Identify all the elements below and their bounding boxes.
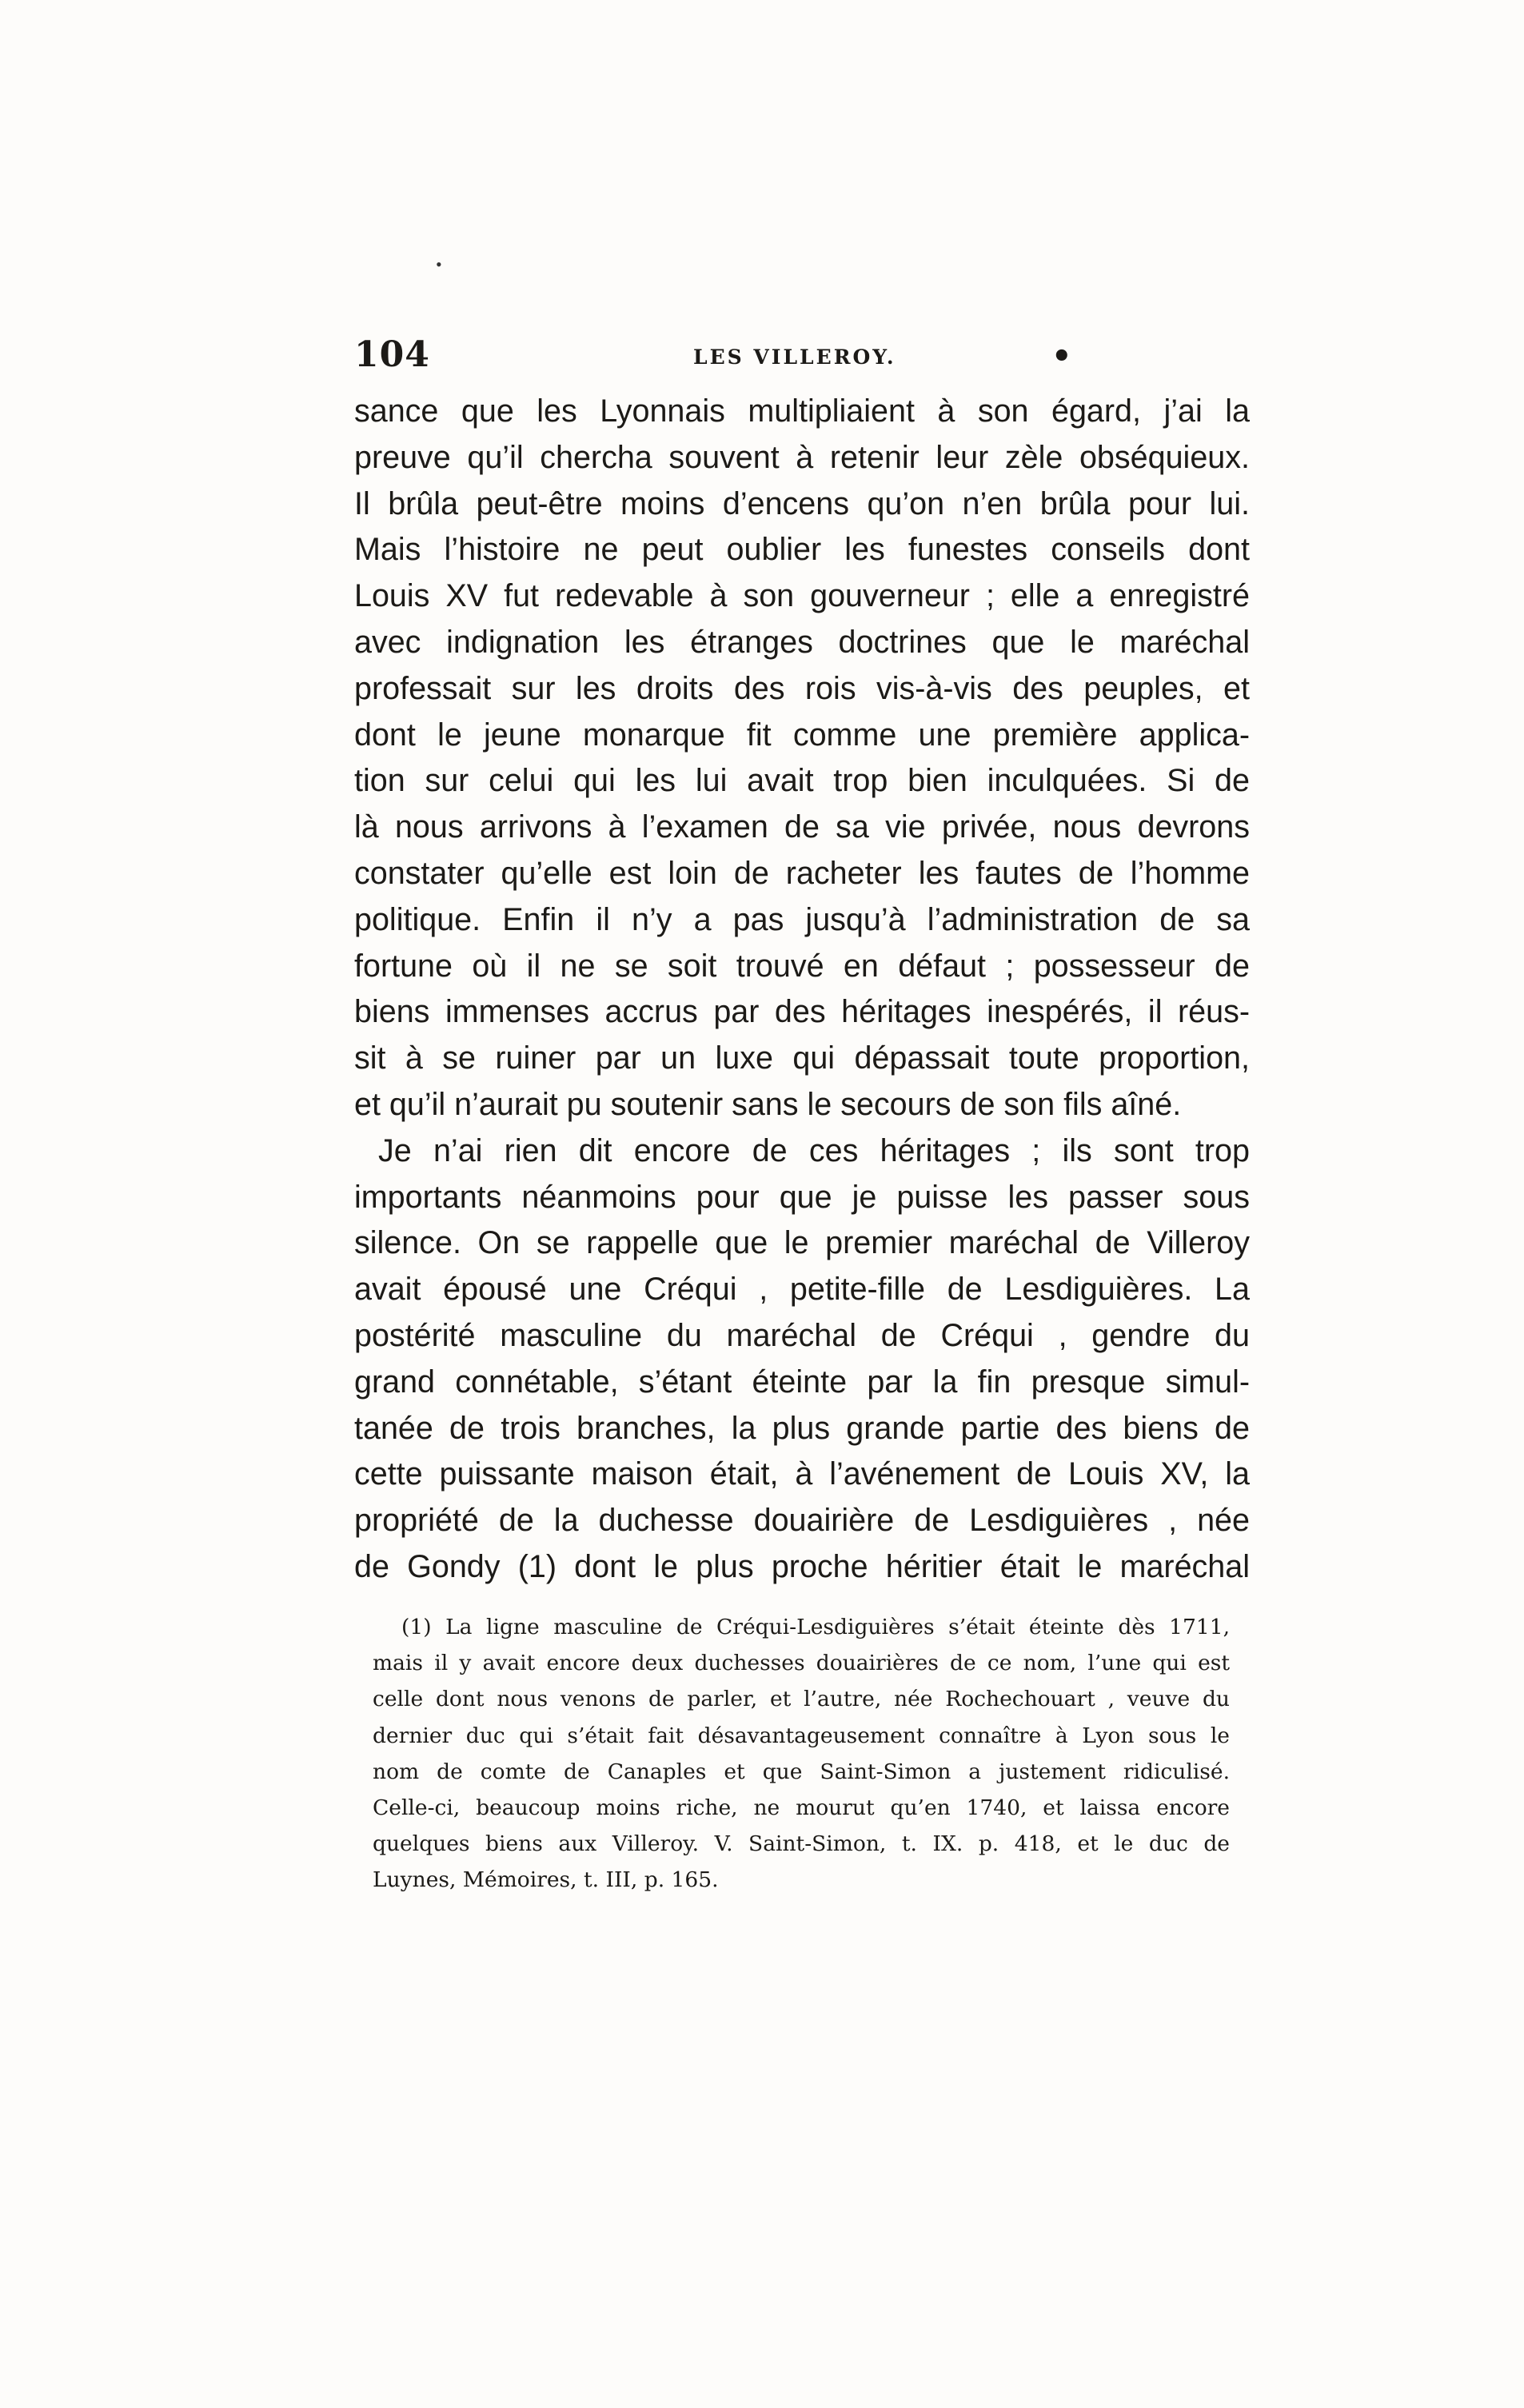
footnote-line: (1) La ligne masculine de Créqui-Lesdiguières s’était éteinte dès 1711,	[401, 1615, 1230, 1639]
stray-ink-mark: •	[436, 254, 442, 274]
footnote-line: Luynes, Mémoires, t. III, p. 165.	[373, 1867, 719, 1893]
footnote-line: mais il y avait encore deux duchesses douairières de ce nom, l’une qui est	[373, 1651, 1230, 1676]
text-line: constater qu’elle est loin de racheter les fautes de l’homme	[354, 855, 1250, 891]
text-line: et qu’il n’aurait pu soutenir sans le secours de son fils aîné.	[354, 1086, 1182, 1122]
text-line: Il brûla peut-être moins d’encens qu’on n’en brûla pour lui.	[354, 485, 1250, 521]
page-header	[354, 334, 1250, 382]
header-dot: •	[1051, 337, 1072, 375]
text-line: postérité masculine du maréchal de Créqui , gendre du	[354, 1317, 1250, 1353]
text-line: dont le jeune monarque fit comme une première applica-	[354, 717, 1250, 753]
footnote	[373, 1609, 1230, 1899]
text-line: cette puissante maison était, à l’avénement de Louis XV, la	[354, 1456, 1250, 1492]
text-line: avait épousé une Créqui , petite-fille de Lesdiguières. La	[354, 1272, 1250, 1308]
footnote-line: nom de comte de Canaples et que Saint-Simon a justement ridiculisé.	[373, 1759, 1230, 1784]
text-line: Mais l’histoire ne peut oublier les funestes conseils dont	[354, 532, 1250, 568]
text-line: grand connétable, s’étant éteinte par la fin presque simul-	[354, 1364, 1250, 1400]
footnote-line: celle dont nous venons de parler, et l’autre, née Rochechouart , veuve du	[373, 1687, 1230, 1712]
footnote-line: Celle-ci, beaucoup moins riche, ne mourut qu’en 1740, et laissa encore	[373, 1795, 1230, 1820]
main-text	[354, 389, 1250, 1591]
text-line: propriété de la duchesse douairière de Lesdiguières , née	[354, 1503, 1250, 1539]
text-line-paragraph-start: Je n’ai rien dit encore de ces héritages ; ils sont trop	[378, 1132, 1250, 1168]
text-line: avec indignation les étranges doctrines que le maréchal	[354, 624, 1250, 660]
footnote-line: dernier duc qui s’était fait désavantageusement connaître à Lyon sous le	[373, 1723, 1230, 1748]
text-line: importants néanmoins pour que je puisse les passer sous	[354, 1179, 1250, 1215]
text-line: Louis XV fut redevable à son gouverneur ; elle a enregistré	[354, 578, 1250, 614]
text-line: tanée de trois branches, la plus grande partie des biens de	[354, 1410, 1250, 1446]
text-line: politique. Enfin il n’y a pas jusqu’à l’administration de sa	[354, 901, 1250, 937]
text-line: tion sur celui qui les lui avait trop bien inculquées. Si de	[354, 763, 1250, 799]
text-line: fortune où il ne se soit trouvé en défaut ; possesseur de	[354, 948, 1250, 984]
text-line: là nous arrivons à l’examen de sa vie privée, nous devrons	[354, 809, 1250, 845]
text-line: sit à se ruiner par un luxe qui dépassait toute proportion,	[354, 1040, 1250, 1076]
text-line: sance que les Lyonnais multipliaient à son égard, j’ai la	[354, 393, 1250, 429]
text-line: biens immenses accrus par des héritages inespérés, il réus-	[354, 994, 1250, 1030]
text-line: preuve qu’il chercha souvent à retenir leur zèle obséquieux.	[354, 439, 1250, 475]
text-line: de Gondy (1) dont le plus proche héritier était le maréchal	[354, 1548, 1250, 1584]
page-number: 104	[354, 334, 430, 375]
footnote-line: quelques biens aux Villeroy. V. Saint-Simon, t. IX. p. 418, et le duc de	[373, 1831, 1230, 1857]
text-line: professait sur les droits des rois vis-à-vis des peuples, et	[354, 670, 1250, 706]
text-line: silence. On se rappelle que le premier maréchal de Villeroy	[354, 1225, 1250, 1261]
running-title: LES VILLEROY.	[693, 345, 896, 369]
